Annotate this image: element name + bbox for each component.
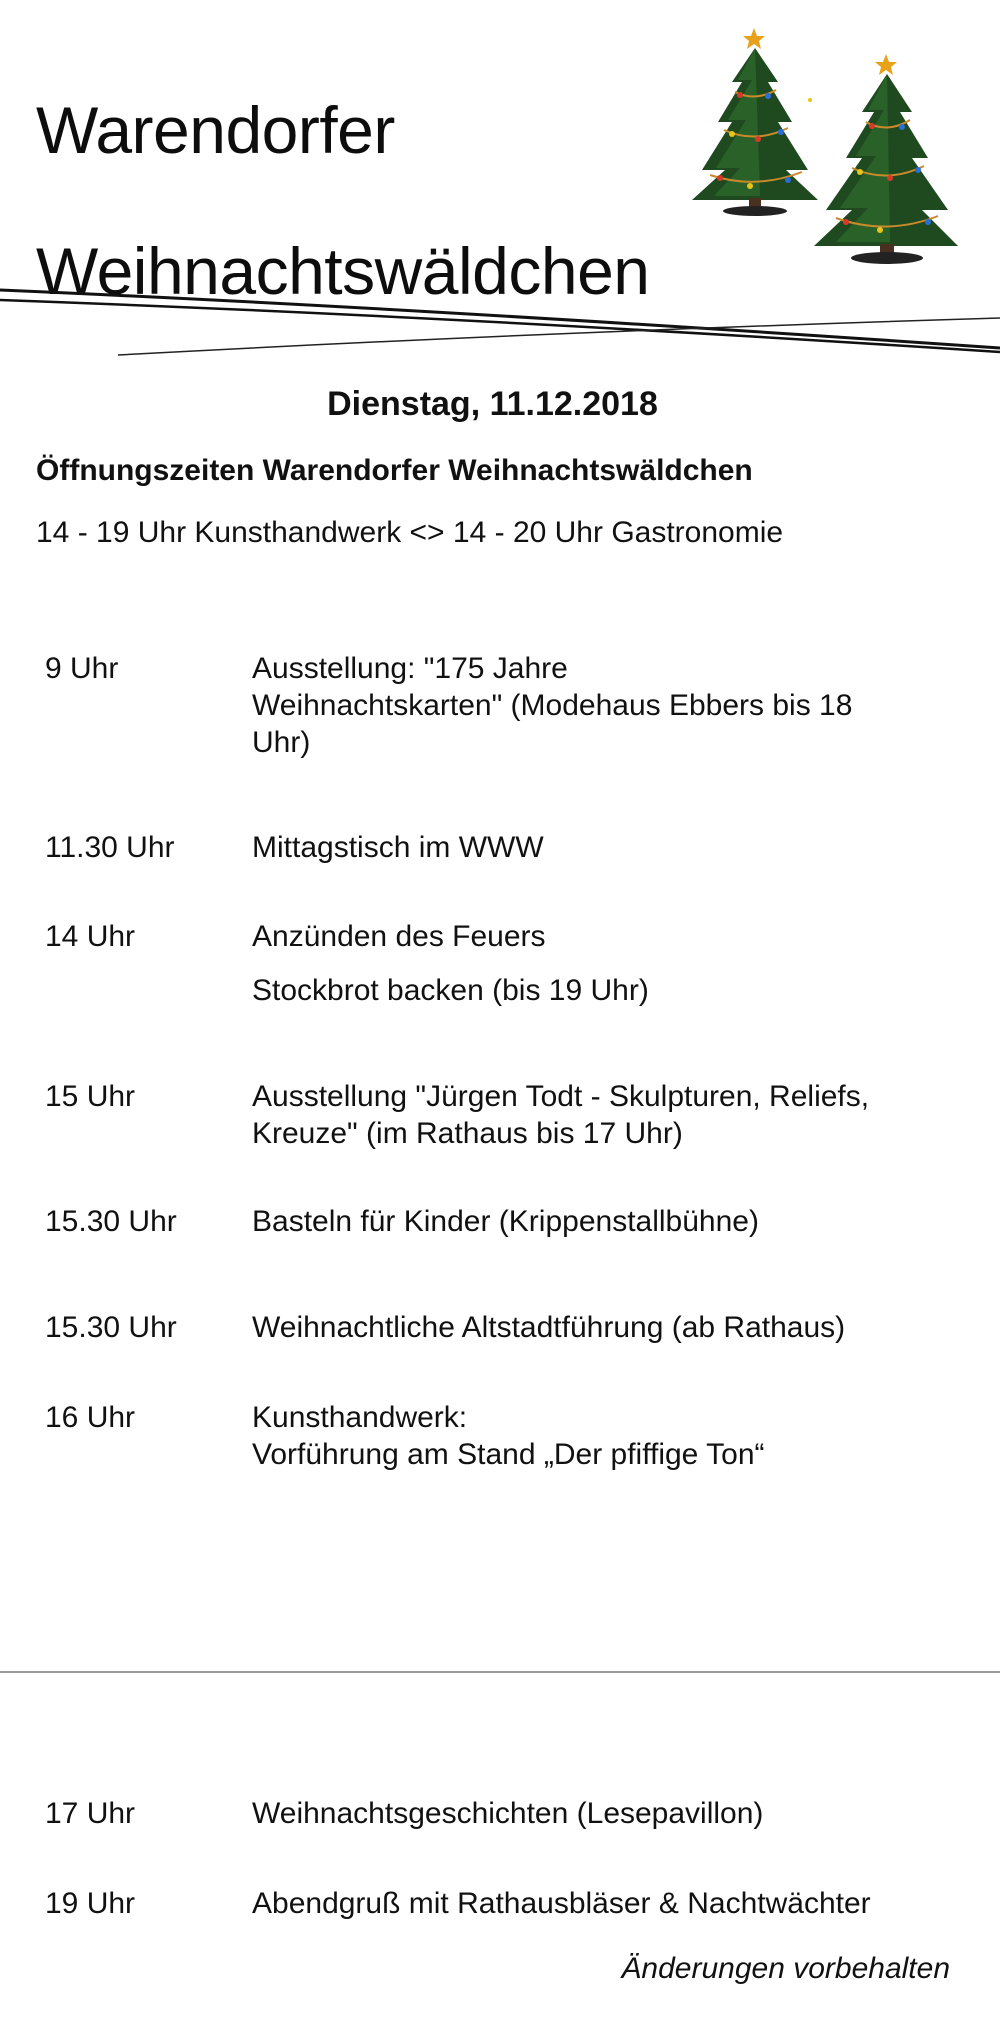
event-line: Mittagstisch im WWW (252, 831, 544, 864)
event-description (252, 1078, 952, 1152)
title-line-1: Warendorfer (36, 93, 395, 167)
event-line: Anzünden des Feuers (252, 920, 546, 953)
event-time: 15.30 Uhr (45, 1311, 177, 1344)
event-description (252, 1795, 952, 1832)
title-line-2: Weihnachtswäldchen (36, 234, 650, 308)
event-time: 14 Uhr (45, 920, 136, 953)
event-line: Stockbrot backen (bis 19 Uhr) (252, 974, 649, 1007)
event-line: Abendgruß mit Rathausbläser & Nachtwächter (252, 1887, 871, 1920)
christmas-trees-icon (680, 10, 980, 270)
event-line: Kreuze" (im Rathaus bis 17 Uhr) (252, 1117, 683, 1150)
event-description (252, 829, 952, 866)
event-description (252, 1203, 952, 1240)
event-time: 11.30 Uhr (45, 831, 175, 864)
event-description (252, 918, 952, 1009)
event-description (252, 1885, 952, 1922)
header-swoosh-lines (0, 270, 1000, 360)
event-line: Kunsthandwerk: (252, 1401, 468, 1434)
event-time: 16 Uhr (45, 1401, 136, 1434)
event-line: Basteln für Kinder (Krippenstallbühne) (252, 1205, 759, 1238)
event-time: 19 Uhr (45, 1887, 136, 1920)
changes-reserved-note: Änderungen vorbehalten (621, 1952, 950, 1985)
event-line: Weihnachtsgeschichten (Lesepavillon) (252, 1797, 764, 1830)
event-line: Weihnachtliche Altstadtführung (ab Rathaus) (252, 1311, 846, 1344)
event-time: 17 Uhr (45, 1797, 136, 1830)
opening-hours-text: 14 - 19 Uhr Kunsthandwerk <> 14 - 20 Uhr Gastronomie (36, 516, 784, 549)
event-line: Ausstellung "Jürgen Todt - Skulpturen, Reliefs, (252, 1080, 870, 1113)
event-description (252, 650, 952, 761)
event-time: 15.30 Uhr (45, 1205, 177, 1238)
page-divider (0, 1671, 1000, 1673)
opening-hours-heading: Öffnungszeiten Warendorfer Weihnachtswäldchen (36, 454, 753, 487)
event-line: Uhr) (252, 726, 311, 759)
event-description (252, 1399, 952, 1473)
event-line: Ausstellung: "175 Jahre (252, 652, 568, 685)
event-date: Dienstag, 11.12.2018 (327, 385, 658, 423)
event-description (252, 1309, 952, 1346)
event-time: 15 Uhr (45, 1080, 136, 1113)
event-line: Vorführung am Stand „Der pfiffige Ton“ (252, 1438, 765, 1471)
event-line: Weihnachtskarten" (Modehaus Ebbers bis 18 (252, 689, 853, 722)
event-time: 9 Uhr (45, 652, 119, 685)
